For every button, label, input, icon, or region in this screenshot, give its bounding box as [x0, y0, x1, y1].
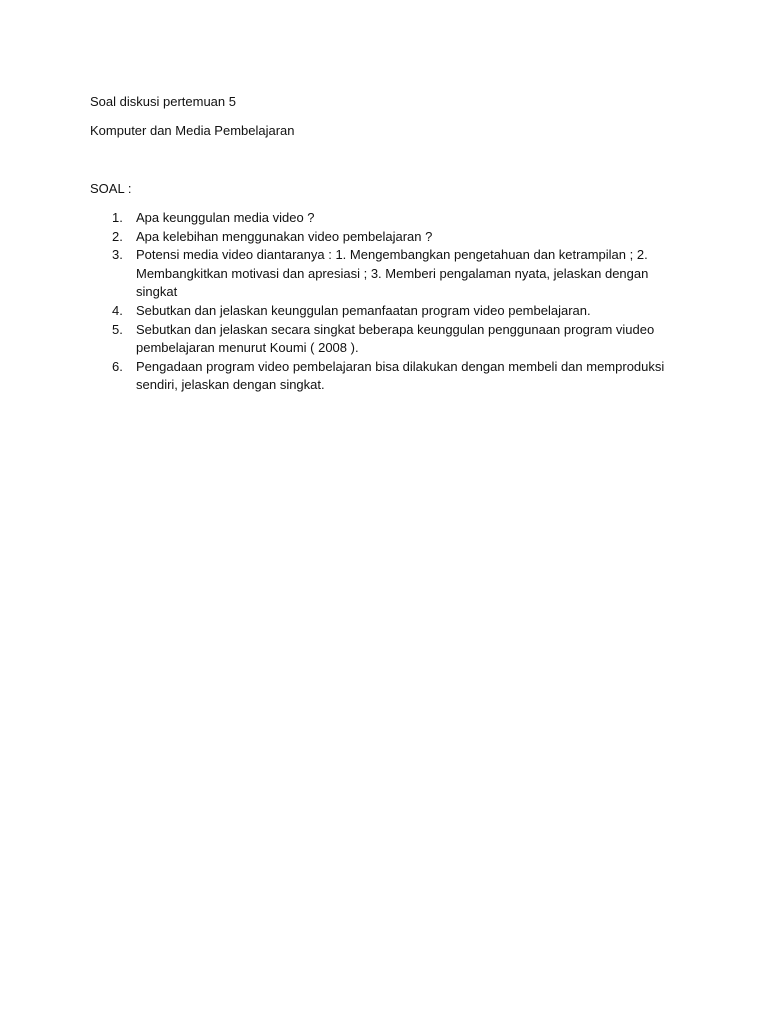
- question-number: 2.: [112, 228, 123, 244]
- question-number: 4.: [112, 302, 123, 318]
- question-text: Potensi media video diantaranya : 1. Mengembangkan pengetahuan dan ketrampilan ; 2. Membangkitkan motivasi dan apresiasi ; 3. Memberi pengalaman nyata, jelaskan dengan singkat: [136, 247, 649, 300]
- question-item: [90, 358, 690, 395]
- question-item: [90, 321, 690, 358]
- question-number: 6.: [112, 358, 123, 374]
- question-text: Apa keunggulan media video ?: [136, 210, 315, 225]
- question-text: Sebutkan dan jelaskan keunggulan pemanfaatan program video pembelajaran.: [136, 302, 591, 318]
- question-number: 3.: [112, 247, 123, 263]
- question-text: Pengadaan program video pembelajaran bisa dilakukan dengan membeli dan memproduksi sendiri, jelaskan dengan singkat.: [136, 358, 665, 393]
- question-number: 1.: [112, 210, 123, 225]
- question-text: Sebutkan dan jelaskan secara singkat beberapa keunggulan penggunaan program viudeo pembelajaran menurut Koumi ( 2008 ).: [136, 321, 655, 356]
- question-number: 5.: [112, 321, 123, 337]
- section-label: SOAL :: [90, 181, 132, 196]
- question-item: [90, 246, 690, 302]
- question-text: Apa kelebihan menggunakan video pembelajaran ?: [136, 228, 433, 244]
- document-title: Soal diskusi pertemuan 5: [90, 94, 236, 109]
- question-item: [90, 302, 690, 321]
- question-item: [90, 209, 690, 228]
- document-subtitle: Komputer dan Media Pembelajaran: [90, 123, 295, 138]
- question-list: [90, 209, 690, 395]
- question-item: [90, 228, 690, 247]
